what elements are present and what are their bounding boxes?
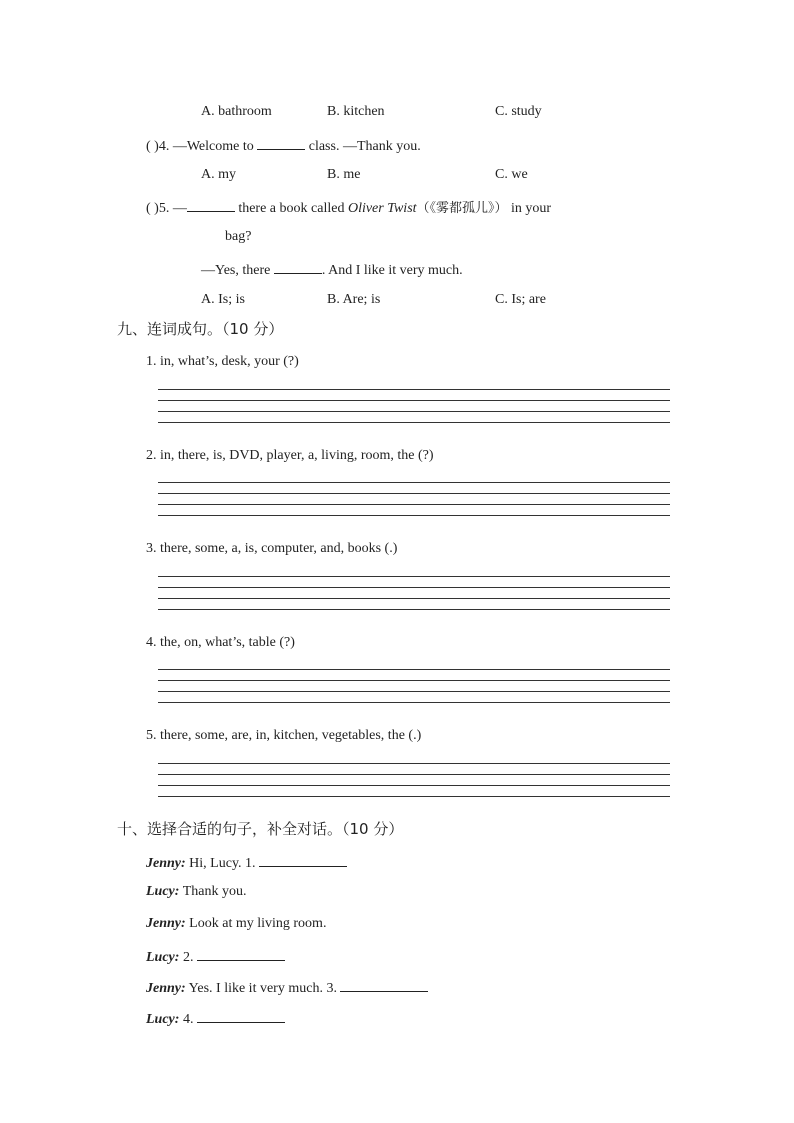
q5-answer-paren: ( )5. [146,201,170,216]
q5-answer-after: . And I like it very much. [321,263,463,278]
dialogue-text: Thank you. [182,884,247,899]
q4-text-after: class. —Thank you. [308,139,421,154]
question-4 [146,135,421,156]
dialogue-text: Look at my living room. [189,916,327,931]
s9-item-4: 4. the, on, what’s, table (?) [146,635,295,650]
q3-option-b: B. kitchen [327,104,385,119]
speaker-jenny: Jenny: [146,981,186,996]
speaker-jenny: Jenny: [146,916,186,931]
q3-option-c: C. study [495,104,542,119]
dialogue-line-3 [146,915,326,933]
s9-writing-lines-2[interactable] [158,482,670,516]
s9-writing-lines-1[interactable] [158,389,670,423]
section-10-heading: 十、选择合适的句子，补全对话。（10 分） [117,820,404,838]
q5-cn-title: （《雾都孤儿》） [416,201,508,216]
dialogue-line-5 [146,977,428,998]
q4-option-b: B. me [327,167,361,182]
q5-blank-1 [187,197,235,212]
dialogue-text: 2. [182,950,194,965]
q5-option-a: A. Is; is [201,292,245,307]
q4-text-before: —Welcome to [172,139,254,154]
dialogue-blank-4[interactable] [197,1008,285,1023]
speaker-lucy: Lucy: [146,884,180,899]
q5-dash: — [172,201,187,216]
dialogue-line-1 [146,852,347,873]
dialogue-text: 4. [182,1012,194,1027]
q5-text-line2: bag? [225,229,252,244]
q3-option-a: A. bathroom [201,104,272,119]
s9-item-2: 2. in, there, is, DVD, player, a, living, room, the (?) [146,448,434,463]
q4-answer-paren: ( )4. [146,139,170,154]
speaker-lucy: Lucy: [146,950,180,965]
q5-blank-2 [274,259,322,274]
q4-option-c: C. we [495,167,528,182]
q5-book-title: Oliver Twist [347,201,417,216]
dialogue-line-2 [146,883,246,901]
q5-option-c: C. Is; are [495,292,546,307]
q5-answer-line [201,259,463,280]
q5-text-mid: there a book called [238,201,345,216]
dialogue-text: Hi, Lucy. 1. [189,856,256,871]
q5-text-end: in your [511,201,552,216]
speaker-lucy: Lucy: [146,1012,180,1027]
s9-item-3: 3. there, some, a, is, computer, and, books (.) [146,541,398,556]
speaker-jenny: Jenny: [146,856,186,871]
dialogue-blank-2[interactable] [197,946,285,961]
question-5 [146,197,551,218]
s9-writing-lines-3[interactable] [158,576,670,610]
section-9-heading: 九、连词成句。（10 分） [117,320,284,338]
q5-answer-before: —Yes, there [201,263,271,278]
s9-item-5: 5. there, some, are, in, kitchen, vegetables, the (.) [146,728,422,743]
dialogue-blank-1[interactable] [259,852,347,867]
q4-option-a: A. my [201,167,236,182]
q5-option-b: B. Are; is [327,292,381,307]
dialogue-line-4 [146,946,285,967]
s9-writing-lines-5[interactable] [158,763,670,797]
q4-blank [257,135,305,150]
dialogue-text: Yes. I like it very much. 3. [188,981,337,996]
s9-item-1: 1. in, what’s, desk, your (?) [146,354,299,369]
s9-writing-lines-4[interactable] [158,669,670,703]
dialogue-line-6 [146,1008,285,1029]
dialogue-blank-3[interactable] [340,977,428,992]
